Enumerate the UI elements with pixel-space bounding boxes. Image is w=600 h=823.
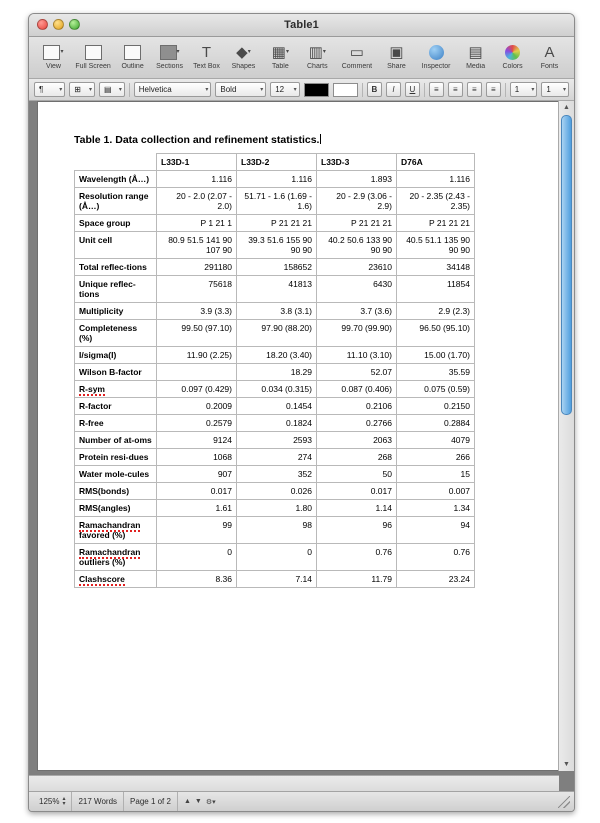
table-cell: 352 (237, 466, 317, 483)
table-cell: 8.36 (157, 571, 237, 588)
table-cell: 23610 (317, 259, 397, 276)
page-settings-icon[interactable]: ⚙▾ (205, 798, 216, 806)
table-cell: 0 (157, 544, 237, 571)
page-navigation[interactable] (178, 792, 222, 811)
table-cell: 18.20 (3.40) (237, 347, 317, 364)
align-right-button[interactable]: ≡ (467, 82, 482, 97)
toolbar-button-view[interactable] (35, 39, 72, 70)
align-left-button[interactable]: ≡ (429, 82, 444, 97)
table-caption-text: Table 1. Data collection and refinement statistics. (74, 134, 320, 146)
toolbar-button-colors[interactable] (494, 39, 531, 70)
table-cell: 80.9 51.5 141 90 107 90 (157, 232, 237, 259)
fill-color-swatch[interactable] (333, 83, 358, 97)
table-cell: 99.50 (97.10) (157, 320, 237, 347)
table-cell: 40.2 50.6 133 90 90 90 (317, 232, 397, 259)
list-style-select[interactable] (69, 82, 95, 97)
toolbar-button-media[interactable] (457, 39, 494, 70)
table-cell: 274 (237, 449, 317, 466)
share-icon: ▣ (389, 43, 404, 61)
toolbar-label-sections: Sections (156, 63, 183, 70)
window-title: Table1 (284, 19, 319, 31)
table-cell: 6430 (317, 276, 397, 303)
table-cell: 1.116 (397, 171, 475, 188)
align-center-button[interactable]: ≡ (448, 82, 463, 97)
table-row (75, 500, 475, 517)
zoom-control[interactable] (33, 792, 71, 811)
table-cell: 96 (317, 517, 397, 544)
table-row (75, 364, 475, 381)
table-cell: 35.59 (397, 364, 475, 381)
table-row-header: Resolution range (Å…) (75, 188, 157, 215)
vertical-scroll-thumb[interactable] (561, 115, 572, 415)
table-cell: 99 (157, 517, 237, 544)
table-row (75, 432, 475, 449)
font-family-value: Helvetica (138, 85, 172, 94)
table-cell: 0.1824 (237, 415, 317, 432)
align-justify-button[interactable]: ≡ (486, 82, 501, 97)
table-cell: 2063 (317, 432, 397, 449)
shapes-icon: ◆ ▾ (236, 43, 251, 61)
format-divider-3 (424, 83, 425, 97)
format-bar (29, 79, 574, 101)
toolbar-button-shapes[interactable] (225, 39, 262, 70)
inspector-icon (415, 41, 457, 63)
paragraph-style-select[interactable] (34, 82, 65, 97)
table-row-header: Completeness (%) (75, 320, 157, 347)
table-cell: 3.8 (3.1) (237, 303, 317, 320)
document-window (28, 13, 575, 812)
table-cell: 98 (237, 517, 317, 544)
table-cell: 1.80 (237, 500, 317, 517)
table-row-header: Space group (75, 215, 157, 232)
toolbar-button-table[interactable] (262, 39, 299, 70)
window-titlebar[interactable] (29, 14, 574, 37)
table-column-header: L33D-2 (237, 154, 317, 171)
document-canvas[interactable] (29, 101, 574, 791)
columns-select[interactable] (541, 82, 569, 97)
table-cell: 1.116 (237, 171, 317, 188)
table-row-header: Protein resi-dues (75, 449, 157, 466)
table-cell: 20 - 2.35 (2.43 - 2.35) (397, 188, 475, 215)
table-row (75, 544, 475, 571)
table-cell: 52.07 (317, 364, 397, 381)
table-cell: 4079 (397, 432, 475, 449)
table-cell: 18.29 (237, 364, 317, 381)
table-cell: 51.71 - 1.6 (1.69 - 1.6) (237, 188, 317, 215)
table-cell: 158652 (237, 259, 317, 276)
table-row-header: RMS(angles) (75, 500, 157, 517)
document-page[interactable] (37, 101, 559, 771)
table-column-header: L33D-1 (157, 154, 237, 171)
table-cell: 0.075 (0.59) (397, 381, 475, 398)
window-resize-grip[interactable] (558, 796, 570, 808)
toolbar-label-fonts: Fonts (540, 63, 559, 70)
table-row-header: Wavelength (Å…) (75, 171, 157, 188)
table-cell: 1068 (157, 449, 237, 466)
table-row (75, 571, 475, 588)
toolbar-button-fonts[interactable] (531, 39, 568, 70)
table-row-header: R-free (75, 415, 157, 432)
toolbar-label-comment: Comment (341, 63, 373, 70)
vertical-scrollbar[interactable] (558, 101, 574, 771)
table-cell: 0.2009 (157, 398, 237, 415)
toolbar-button-outline[interactable] (114, 39, 151, 70)
table-cell: 75618 (157, 276, 237, 303)
table-cell: 0.087 (0.406) (317, 381, 397, 398)
table-row (75, 466, 475, 483)
table-row-header: Multiplicity (75, 303, 157, 320)
fullscreen-icon (72, 41, 114, 63)
table-cell: 50 (317, 466, 397, 483)
table-row-header: RMS(bonds) (75, 483, 157, 500)
toolbar-button-textbox[interactable] (188, 39, 225, 70)
table-row (75, 232, 475, 259)
font-style-select[interactable] (215, 82, 266, 97)
window-controls[interactable] (37, 19, 80, 30)
table-cell: 20 - 2.0 (2.07 - 2.0) (157, 188, 237, 215)
line-spacing-select[interactable] (510, 82, 538, 97)
chevron-down-icon: ▾ (59, 87, 63, 93)
fonts-icon: A (544, 43, 555, 61)
table-row-header: Wilson B-factor (75, 364, 157, 381)
charts-icon: ▥ ▾ (308, 43, 326, 61)
chevron-down-icon: ▾ (89, 87, 93, 93)
toolbar-button-comment[interactable] (336, 39, 378, 70)
table-cell: 34148 (397, 259, 475, 276)
table-cell: 11.90 (2.25) (157, 347, 237, 364)
table-row (75, 171, 475, 188)
table-row-header: Water mole-cules (75, 466, 157, 483)
toolbar-label-inspector: Inspector (421, 63, 451, 70)
columns-value: 1 (546, 85, 551, 94)
table-cell: 0.2884 (397, 415, 475, 432)
table-header-row (75, 154, 475, 171)
format-divider-2 (362, 83, 363, 97)
table-cell: P 21 21 21 (397, 215, 475, 232)
table-row-header: Unit cell (75, 232, 157, 259)
layout-style-select[interactable] (99, 82, 125, 97)
horizontal-scrollbar[interactable] (29, 775, 559, 791)
table-cell: 0.76 (317, 544, 397, 571)
table-cell: 0.1454 (237, 398, 317, 415)
table-cell: 11854 (397, 276, 475, 303)
table-cell: 3.9 (3.3) (157, 303, 237, 320)
toolbar-label-charts: Charts (307, 63, 328, 70)
table-row-header: Number of at-oms (75, 432, 157, 449)
table-cell: 20 - 2.9 (3.06 - 2.9) (317, 188, 397, 215)
table-cell: 40.5 51.1 135 90 90 90 (397, 232, 475, 259)
chevron-down-icon: ▾ (531, 87, 535, 93)
table-row-header: Total reflec-tions (75, 259, 157, 276)
table-row (75, 398, 475, 415)
zoom-value: 125% (39, 797, 60, 806)
table-row (75, 517, 475, 544)
toolbar-label-textbox: Text Box (193, 63, 220, 70)
line-spacing-value: 1 (514, 85, 520, 94)
table-cell: 1.14 (317, 500, 397, 517)
table-icon: ▦ ▾ (271, 43, 289, 61)
textbox-icon: T (201, 43, 212, 61)
text-color-swatch[interactable] (304, 83, 329, 97)
table-cell: 0.034 (0.315) (237, 381, 317, 398)
table-row-header: I/sigma(I) (75, 347, 157, 364)
toolbar-label-shapes: Shapes (231, 63, 256, 70)
table-row (75, 449, 475, 466)
table-cell: 268 (317, 449, 397, 466)
table-cell: 1.34 (397, 500, 475, 517)
toolbar-button-inspector[interactable] (415, 39, 457, 70)
format-divider-1 (129, 83, 130, 97)
page-down-icon[interactable]: ▼ (194, 798, 202, 805)
table-cell: 2593 (237, 432, 317, 449)
chevron-down-icon: ▾ (118, 87, 122, 93)
font-style-value: Bold (220, 85, 237, 94)
table-cell: 0.007 (397, 483, 475, 500)
table-row-header (75, 381, 157, 398)
toolbar-label-fullscreen: Full Screen (75, 63, 111, 70)
statistics-table[interactable] (74, 153, 475, 588)
minimize-button-icon[interactable] (53, 19, 64, 30)
spellcheck-underline: Ramachandran (79, 547, 141, 558)
view-icon: ▾ (35, 41, 72, 63)
list-style-value: ⊞ (74, 85, 81, 94)
table-cell: 23.24 (397, 571, 475, 588)
table-row (75, 188, 475, 215)
table-cell: P 21 21 21 (237, 215, 317, 232)
colors-icon (494, 41, 531, 63)
table-cell: 0.017 (317, 483, 397, 500)
table-row-header: Unique reflec-tions (75, 276, 157, 303)
table-cell (157, 364, 237, 381)
table-row-header: Ramachandran outliers (%) (75, 544, 157, 571)
table-row-header: Ramachandran favored (%) (75, 517, 157, 544)
page-up-icon[interactable]: ▲ (183, 798, 191, 805)
table-row (75, 259, 475, 276)
toolbar-button-sections[interactable] (151, 39, 188, 70)
text-cursor (320, 134, 321, 144)
chevron-down-icon: ▾ (562, 87, 566, 93)
media-icon: ▤ (468, 43, 483, 61)
table-cell: 0.2150 (397, 398, 475, 415)
scroll-down-icon[interactable]: ▼ (563, 761, 570, 768)
status-bar (29, 791, 574, 811)
table-cell: 0.2766 (317, 415, 397, 432)
zoom-button-icon[interactable] (69, 19, 80, 30)
table-cell: 0 (237, 544, 317, 571)
table-cell: 0.097 (0.429) (157, 381, 237, 398)
table-row (75, 276, 475, 303)
toolbar-label-outline: Outline (121, 63, 144, 70)
word-count: 217 Words (78, 797, 118, 806)
table-row (75, 303, 475, 320)
table-row (75, 215, 475, 232)
paragraph-style-value: ¶ (39, 85, 44, 94)
font-size-select[interactable] (270, 82, 299, 97)
table-row (75, 381, 475, 398)
table-cell: 0.2106 (317, 398, 397, 415)
underline-button[interactable]: U (405, 82, 420, 97)
table-cell: 99.70 (99.90) (317, 320, 397, 347)
table-row (75, 415, 475, 432)
table-cell: 907 (157, 466, 237, 483)
table-caption (74, 134, 530, 146)
italic-button[interactable]: I (386, 82, 401, 97)
bold-button[interactable]: B (367, 82, 382, 97)
spellcheck-underline: R-sym (79, 384, 105, 395)
chevron-down-icon: ▾ (205, 87, 209, 93)
toolbar-label-view: View (45, 63, 61, 70)
table-cell: 94 (397, 517, 475, 544)
table-cell: 291180 (157, 259, 237, 276)
table-cell: 2.9 (2.3) (397, 303, 475, 320)
table-cell: 97.90 (88.20) (237, 320, 317, 347)
table-cell: 15.00 (1.70) (397, 347, 475, 364)
table-row (75, 320, 475, 347)
toolbar-label-media: Media (466, 63, 486, 70)
table-cell: 1.116 (157, 171, 237, 188)
table-cell: 0.026 (237, 483, 317, 500)
sections-icon: ▾ (151, 41, 188, 63)
font-family-select[interactable] (134, 82, 212, 97)
toolbar-label-table: Table (272, 63, 289, 70)
table-cell: 11.79 (317, 571, 397, 588)
table-cell: 15 (397, 466, 475, 483)
table-cell: 9124 (157, 432, 237, 449)
toolbar-label-share: Share (387, 63, 406, 70)
table-cell: P 1 21 1 (157, 215, 237, 232)
chevron-down-icon: ▾ (293, 87, 297, 93)
main-toolbar (29, 37, 574, 79)
table-cell: 3.7 (3.6) (317, 303, 397, 320)
table-cell: 0.76 (397, 544, 475, 571)
table-row-header: R-factor (75, 398, 157, 415)
table-column-header: L33D-3 (317, 154, 397, 171)
spellcheck-underline: Clashscore (79, 574, 125, 585)
table-cell: 0.017 (157, 483, 237, 500)
toolbar-button-share[interactable] (378, 39, 415, 70)
table-column-header: D76A (397, 154, 475, 171)
table-cell: P 21 21 21 (317, 215, 397, 232)
table-cell: 96.50 (95.10) (397, 320, 475, 347)
table-cell: 1.61 (157, 500, 237, 517)
table-cell: 1.893 (317, 171, 397, 188)
toolbar-button-charts[interactable] (299, 39, 336, 70)
table-cell: 0.2579 (157, 415, 237, 432)
table-cell: 41813 (237, 276, 317, 303)
table-cell: 7.14 (237, 571, 317, 588)
close-button-icon[interactable] (37, 19, 48, 30)
scroll-up-icon[interactable]: ▲ (563, 104, 570, 111)
table-cell: 39.3 51.6 155 90 90 90 (237, 232, 317, 259)
spellcheck-underline: Ramachandran (79, 520, 141, 531)
toolbar-label-colors: Colors (502, 63, 523, 70)
toolbar-button-fullscreen[interactable] (72, 39, 114, 70)
table-row (75, 347, 475, 364)
layout-style-value: ▤ (104, 85, 112, 94)
font-size-value: 12 (275, 85, 285, 94)
page-indicator: Page 1 of 2 (130, 797, 171, 806)
zoom-stepper-icon[interactable]: ▴ ▾ (62, 795, 66, 807)
table-cell: 11.10 (3.10) (317, 347, 397, 364)
table-cell: 266 (397, 449, 475, 466)
table-row-header (75, 571, 157, 588)
outline-icon (114, 41, 151, 63)
comment-icon: ▭ (349, 43, 364, 61)
chevron-down-icon: ▾ (260, 87, 264, 93)
table-row (75, 483, 475, 500)
format-divider-4 (505, 83, 506, 97)
table-corner-cell (75, 154, 157, 171)
